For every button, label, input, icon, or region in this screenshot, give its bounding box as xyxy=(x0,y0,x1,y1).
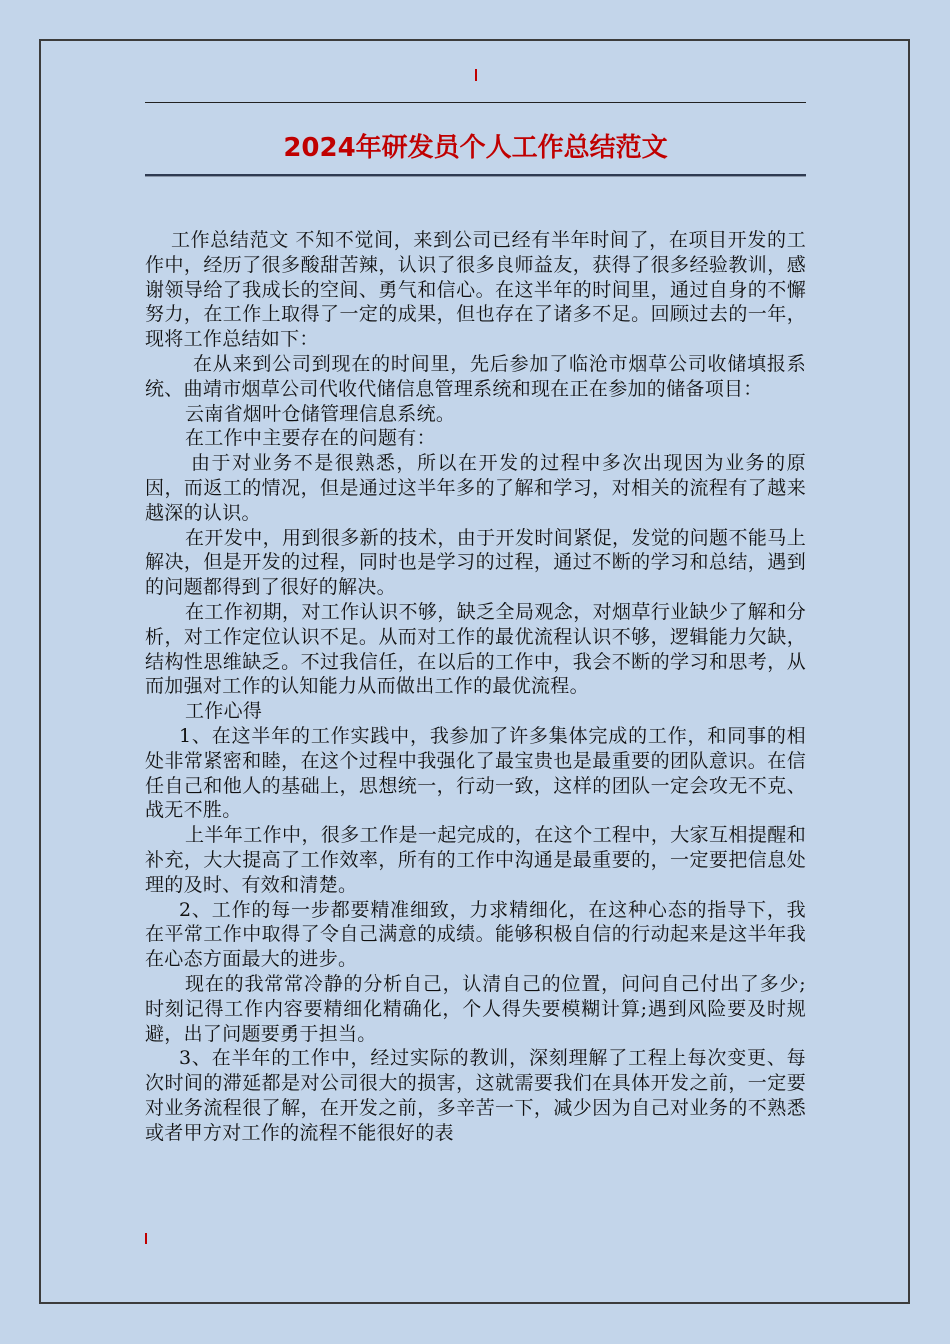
paragraph: 工作总结范文 不知不觉间，来到公司已经有半年时间了，在项目开发的工作中，经历了很多酸甜苦辣，认识了很多良师益友，获得了很多经验教训，感谢领导给了我成长的空间、勇气和信心。在这半年的时间里，通过自身的不懈努力，在工作上取得了一定的成果，但也存在了诸多不足。回顾过去的一年，现将工作总结如下： xyxy=(145,229,806,351)
document-title: 2024年研发员个人工作总结范文 xyxy=(283,133,668,163)
section-heading: 工作心得 xyxy=(185,700,263,723)
paragraph: 在工作中主要存在的问题有： xyxy=(185,427,436,450)
paragraph: 1、在这半年的工作实践中，我参加了许多集体完成的工作，和同事的相处非常紧密和睦，在这个过程中我强化了最宝贵也是最重要的团队意识。在信任自己和他人的基础上，思想统一，行动一致，这样的团队一定会攻无不克、战无不胜。 xyxy=(145,724,806,822)
paragraph: 在开发中，用到很多新的技术，由于开发时间紧促，发觉的问题不能马上解决，但是开发的过程，同时也是学习的过程，通过不断的学习和总结，遇到的问题都得到了很好的解决。 xyxy=(145,526,806,599)
paragraph: 在工作初期，对工作认识不够，缺乏全局观念，对烟草行业缺少了解和分析，对工作定位认识不足。从而对工作的最优流程认识不够，逻辑能力欠缺，结构性思维缺乏。不过我信任，在以后的工作中，我会不断的学习和思考，从而加强对工作的认知能力从而做出工作的最优流程。 xyxy=(145,600,806,698)
paragraph: 云南省烟叶仓储管理信息系统。 xyxy=(185,402,456,425)
header-marker xyxy=(475,69,477,81)
header-rule xyxy=(145,102,806,103)
footer-marker xyxy=(145,1233,147,1244)
title-underline xyxy=(145,174,806,176)
paragraph: 3、在半年的工作中，经过实际的教训，深刻理解了工程上每次变更、每次时间的滞延都是对公司很大的损害，这就需要我们在具体开发之前，一定要对业务流程很了解，在开发之前，多辛苦一下，减少因为自己对业务的不熟悉或者甲方对工作的流程不能很好的表 xyxy=(145,1047,806,1144)
paragraph: 由于对业务不是很熟悉，所以在开发的过程中多次出现因为业务的原因，而返工的情况，但是通过这半年多的了解和学习，对相关的流程有了越来越深的认识。 xyxy=(145,452,806,524)
paragraph: 2、工作的每一步都要精准细致，力求精细化，在这种心态的指导下，我在平常工作中取得了令自己满意的成绩。能够积极自信的行动起来是这半年我在心态方面最大的进步。 xyxy=(145,898,806,971)
paragraph: 在从来到公司到现在的时间里，先后参加了临沧市烟草公司收储填报系统、曲靖市烟草公司代收代储信息管理系统和现在正在参加的储备项目： xyxy=(145,352,806,400)
paragraph: 现在的我常常冷静的分析自己，认清自己的位置，问问自己付出了多少;时刻记得工作内容要精细化精确化，个人得失要模糊计算;遇到风险要及时规避，出了问题要勇于担当。 xyxy=(145,972,806,1045)
document-body xyxy=(145,228,806,1145)
paragraph: 上半年工作中，很多工作是一起完成的，在这个工程中，大家互相提醒和补充，大大提高了工作效率，所有的工作中沟通是最重要的，一定要把信息处理的及时、有效和清楚。 xyxy=(145,824,806,896)
